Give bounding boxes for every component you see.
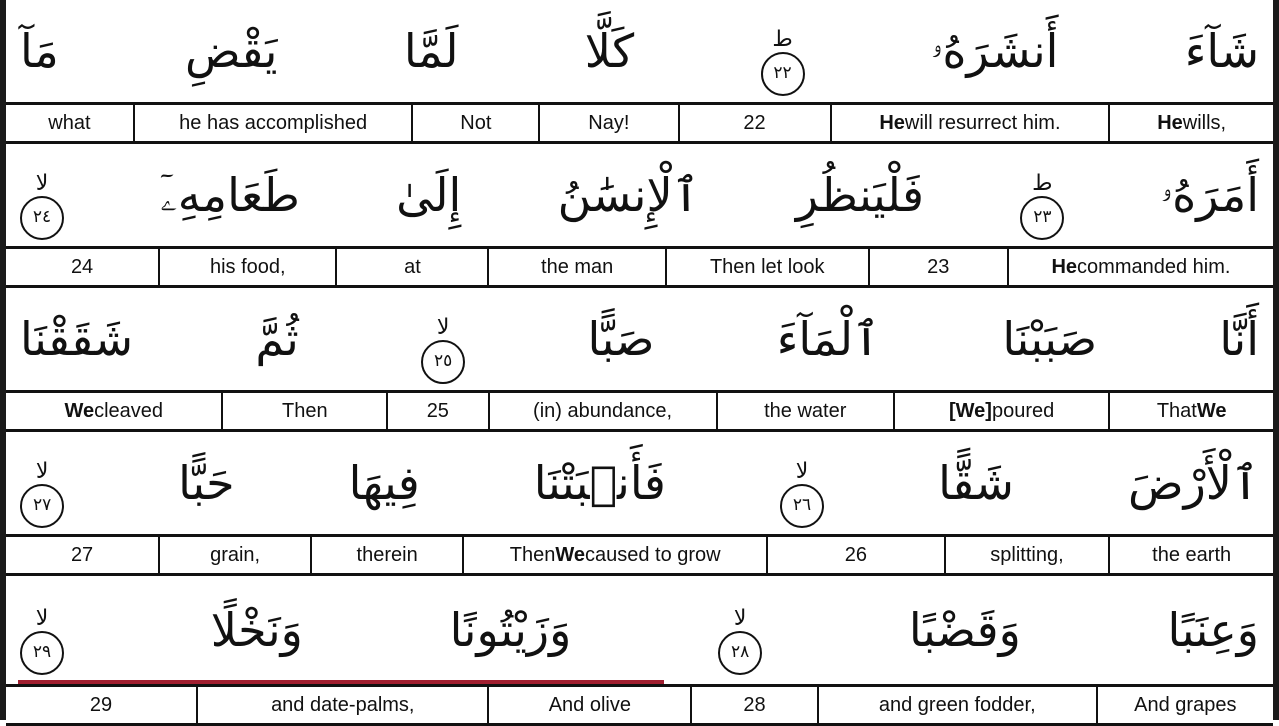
translation-word-cell[interactable]: And olive (487, 687, 690, 723)
arabic-word[interactable]: شَقًّا (938, 456, 1014, 510)
translation-strip (6, 102, 1273, 144)
arabic-word[interactable]: حَبًّا (178, 456, 235, 510)
arabic-word[interactable]: ٱلْمَآءَ (776, 312, 880, 366)
pause-sign-glyph: ط (1032, 170, 1053, 196)
arabic-line (6, 288, 1273, 390)
arabic-word[interactable]: صَبَبْنَا (1002, 312, 1098, 366)
pause-sign-glyph: لا (795, 458, 809, 484)
translation-word-cell[interactable]: therein (310, 537, 462, 573)
translation-word-cell[interactable]: [We] poured (893, 393, 1108, 429)
arabic-word[interactable]: إِلَىٰ (396, 168, 462, 222)
ayah-number-circle: ٢٩ (20, 631, 64, 675)
translation-word-cell[interactable]: his food, (158, 249, 335, 285)
ayah-number-circle: ٢٥ (421, 340, 465, 384)
pause-sign-glyph: لا (35, 605, 49, 631)
translation-strip (6, 390, 1273, 432)
arabic-line (6, 144, 1273, 246)
translation-word-cell[interactable]: Then (221, 393, 386, 429)
arabic-word[interactable]: وَزَيْتُونًا (449, 603, 572, 657)
arabic-word[interactable]: فَأَنۢبَتْنَا (533, 456, 666, 510)
translation-word-cell[interactable]: He commanded him. (1007, 249, 1273, 285)
translation-strip (6, 246, 1273, 288)
translation-strip (6, 534, 1273, 576)
ayah-number-marker[interactable] (1016, 151, 1068, 240)
translation-word-cell[interactable]: We cleaved (64, 399, 164, 422)
verse-number-cell[interactable]: 29 (89, 693, 113, 716)
translation-word-cell[interactable]: he has accomplished (133, 105, 412, 141)
ayah-rows-container (6, 0, 1273, 726)
translation-word-cell[interactable]: what (48, 111, 91, 134)
arabic-word[interactable]: كَلَّا (584, 24, 635, 78)
translation-word-cell[interactable]: (in) abundance, (488, 393, 716, 429)
translation-word-cell[interactable]: the water (716, 393, 893, 429)
verse-number-cell[interactable]: 27 (70, 543, 94, 566)
translation-word-cell[interactable]: and green fodder, (817, 687, 1096, 723)
arabic-word[interactable]: وَقَضْبًا (908, 603, 1021, 657)
translation-word-cell[interactable]: Not (411, 105, 538, 141)
translation-word-cell[interactable]: Then We caused to grow (462, 537, 766, 573)
ayah-number-marker[interactable] (16, 439, 68, 528)
verse-number-cell[interactable]: 25 (386, 393, 487, 429)
verse-number-cell[interactable]: 28 (690, 687, 817, 723)
ayah-number-marker[interactable] (16, 586, 68, 675)
ayah-block (6, 288, 1273, 432)
arabic-word[interactable]: وَنَخْلًا (210, 603, 303, 657)
arabic-word[interactable]: صَبًّا (587, 312, 655, 366)
arabic-word[interactable]: ثُمَّ (255, 312, 299, 366)
translation-word-cell[interactable]: at (335, 249, 487, 285)
ayah-number-marker[interactable] (757, 7, 809, 96)
translation-word-cell[interactable]: He will resurrect him. (830, 105, 1109, 141)
arabic-word[interactable]: طَعَامِهِۦٓ (160, 168, 300, 222)
arabic-word[interactable]: ٱلْأَرْضَ (1127, 456, 1259, 510)
translation-word-cell[interactable]: the earth (1108, 537, 1273, 573)
ayah-block (6, 0, 1273, 144)
arabic-word[interactable]: وَعِنَبًا (1167, 603, 1259, 657)
pause-sign-glyph: لا (35, 170, 49, 196)
translation-word-cell[interactable]: splitting, (944, 537, 1109, 573)
arabic-word[interactable]: ٱلْإِنسَٰنُ (557, 168, 700, 222)
verse-number-cell[interactable]: 26 (766, 537, 943, 573)
pause-sign-glyph: ط (772, 26, 793, 52)
reading-highlight-underline (18, 680, 664, 684)
translation-word-cell[interactable]: And grapes (1096, 687, 1273, 723)
verse-number-cell[interactable]: 22 (678, 105, 830, 141)
arabic-word[interactable]: فَلْيَنظُرِ (795, 168, 925, 222)
ayah-block (6, 432, 1273, 576)
ayah-block (6, 144, 1273, 288)
translation-word-cell[interactable]: and date-palms, (196, 687, 487, 723)
ayah-number-circle: ٢٣ (1020, 196, 1064, 240)
ayah-number-circle: ٢٤ (20, 196, 64, 240)
translation-word-cell[interactable]: grain, (158, 537, 310, 573)
ayah-number-marker[interactable] (776, 439, 828, 528)
ayah-number-circle: ٢٧ (20, 484, 64, 528)
translation-word-cell[interactable]: That We (1108, 393, 1273, 429)
arabic-word[interactable]: أَنشَرَهُۥ (930, 24, 1059, 78)
ayah-number-circle: ٢٨ (718, 631, 762, 675)
ayah-number-marker[interactable] (16, 151, 68, 240)
pause-sign-glyph: لا (35, 458, 49, 484)
arabic-word[interactable]: أَمَرَهُۥ (1160, 168, 1259, 222)
verse-number-cell[interactable]: 23 (868, 249, 1007, 285)
arabic-word[interactable]: أَنَّا (1219, 312, 1259, 366)
arabic-line (6, 0, 1273, 102)
arabic-word[interactable]: شَقَقْنَا (20, 312, 133, 366)
arabic-line (6, 432, 1273, 534)
pause-sign-glyph: لا (733, 605, 747, 631)
arabic-word[interactable]: فِيهَا (348, 456, 420, 510)
verse-number-cell[interactable]: 24 (70, 255, 94, 278)
ayah-number-marker[interactable] (417, 295, 469, 384)
translation-word-cell[interactable]: He wills, (1108, 105, 1273, 141)
arabic-word[interactable]: مَآ (20, 24, 59, 78)
ayah-block (6, 576, 1273, 726)
arabic-line (6, 576, 1273, 684)
arabic-word[interactable]: يَقْضِ (185, 24, 278, 78)
ayah-number-circle: ٢٦ (780, 484, 824, 528)
ayah-number-circle: ٢٢ (761, 52, 805, 96)
ayah-number-marker[interactable] (714, 586, 766, 675)
pause-sign-glyph: لا (436, 314, 450, 340)
translation-word-cell[interactable]: the man (487, 249, 664, 285)
translation-word-cell[interactable]: Then let look (665, 249, 868, 285)
translation-word-cell[interactable]: Nay! (538, 105, 677, 141)
arabic-word[interactable]: لَمَّا (403, 24, 459, 78)
arabic-word[interactable]: شَآءَ (1184, 24, 1259, 78)
